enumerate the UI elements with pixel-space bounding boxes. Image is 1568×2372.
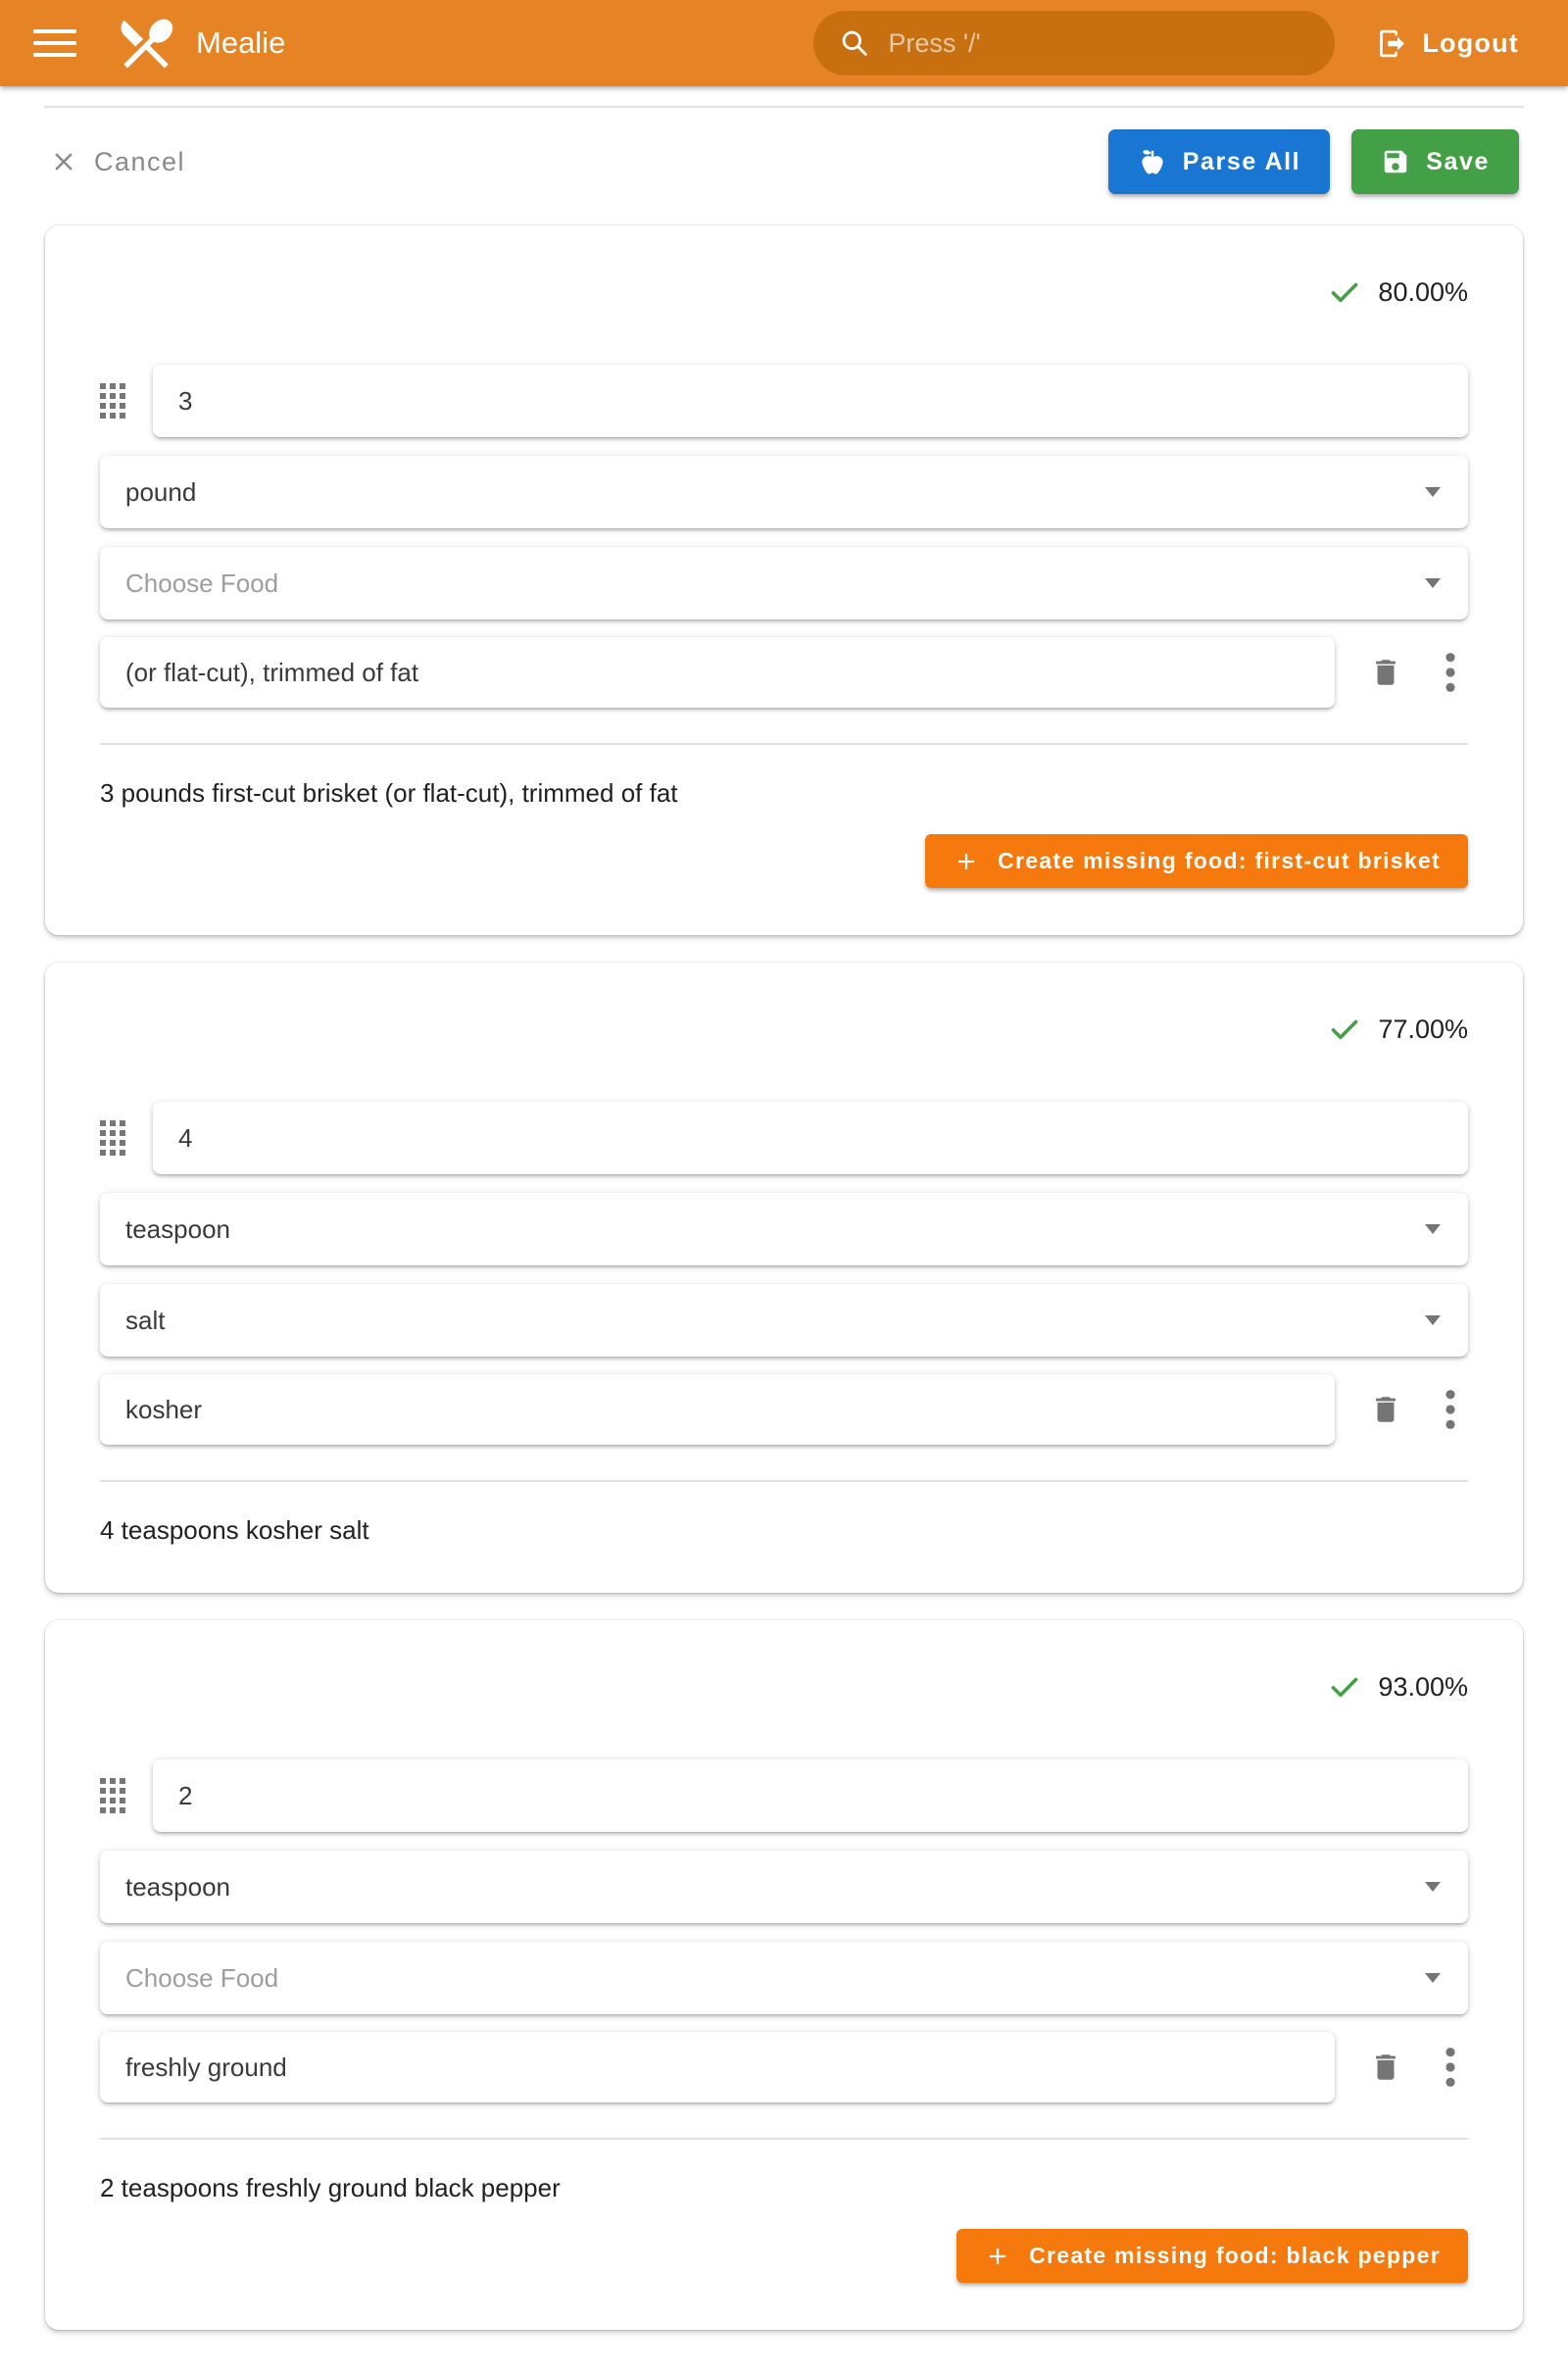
unit-select[interactable] — [100, 456, 1468, 528]
fork-knife-crossed-icon — [110, 7, 182, 79]
search-placeholder: Press '/' — [888, 27, 981, 58]
confidence-row — [100, 274, 1468, 310]
ingredient-card — [45, 963, 1523, 1593]
quantity-field — [153, 365, 1468, 437]
food-select[interactable] — [100, 1942, 1468, 2014]
unit-select-value[interactable] — [100, 477, 1425, 508]
editor-toolbar — [0, 108, 1568, 194]
drag-dots-icon[interactable] — [100, 1120, 127, 1156]
close-x-icon — [49, 147, 78, 176]
save-button[interactable] — [1351, 129, 1519, 194]
note-field — [100, 2032, 1335, 2102]
unit-select[interactable] — [100, 1193, 1468, 1265]
confidence-value: 93.00% — [1378, 1671, 1468, 1702]
original-ingredient-text: 3 pounds first-cut brisket (or flat-cut), trimmed of fat — [100, 778, 678, 808]
unit-select[interactable] — [100, 1851, 1468, 1923]
original-ingredient-text: 2 teaspoons freshly ground black pepper — [100, 2173, 561, 2202]
chevron-down-icon — [1425, 1224, 1441, 1234]
cancel-label: Cancel — [94, 146, 186, 176]
floppy-disk-icon — [1381, 147, 1410, 176]
divider — [100, 2138, 1468, 2140]
more-options-button[interactable] — [1433, 2042, 1468, 2093]
note-input[interactable] — [100, 2052, 1335, 2083]
food-select-value[interactable] — [100, 1963, 1425, 1994]
chevron-down-icon — [1425, 1882, 1441, 1892]
chevron-down-icon — [1425, 1973, 1441, 1983]
note-input[interactable] — [100, 1395, 1335, 1425]
quantity-input[interactable] — [153, 1781, 1468, 1811]
search-input[interactable] — [813, 11, 1335, 75]
create-missing-food-label: Create missing food: first-cut brisket — [998, 848, 1441, 873]
ingredient-card — [45, 225, 1523, 935]
create-missing-food-row — [100, 834, 1468, 888]
trash-icon — [1369, 1393, 1402, 1426]
cancel-button[interactable] — [49, 147, 185, 177]
kebab-dots-icon — [1445, 650, 1456, 695]
confidence-row — [100, 1669, 1468, 1705]
plus-icon — [953, 848, 980, 875]
food-select-value[interactable] — [100, 568, 1425, 599]
ingredient-card-list — [0, 194, 1568, 2330]
app-title: Mealie — [196, 25, 286, 60]
divider — [100, 1480, 1468, 1482]
trash-icon — [1369, 2051, 1402, 2084]
confidence-value: 80.00% — [1378, 276, 1468, 307]
create-missing-food-label: Create missing food: black pepper — [1029, 2243, 1441, 2268]
drag-dots-icon[interactable] — [100, 1778, 127, 1813]
hamburger-icon[interactable] — [27, 16, 82, 71]
confidence-value: 77.00% — [1378, 1013, 1468, 1044]
create-missing-food-row — [100, 2229, 1468, 2283]
chevron-down-icon — [1425, 487, 1441, 497]
delete-ingredient-button[interactable] — [1364, 647, 1407, 698]
ingredient-card — [45, 1620, 1523, 2330]
parse-all-label: Parse All — [1182, 147, 1301, 175]
trash-icon — [1369, 656, 1402, 689]
checkmark-icon — [1327, 1012, 1362, 1047]
unit-select-value[interactable] — [100, 1872, 1425, 1903]
exit-door-icon — [1376, 27, 1408, 60]
divider — [100, 743, 1468, 745]
food-select-value[interactable] — [100, 1306, 1425, 1336]
parse-all-button[interactable] — [1108, 129, 1330, 194]
note-field — [100, 637, 1335, 708]
quantity-input[interactable] — [153, 386, 1468, 417]
quantity-input[interactable] — [153, 1123, 1468, 1154]
save-label: Save — [1426, 147, 1490, 175]
chevron-down-icon — [1425, 1315, 1441, 1325]
kebab-dots-icon — [1445, 1387, 1456, 1432]
note-input[interactable] — [100, 658, 1335, 688]
create-missing-food-button[interactable] — [956, 2229, 1468, 2283]
more-options-button[interactable] — [1433, 647, 1468, 698]
apple-icon — [1138, 147, 1167, 176]
quantity-field — [153, 1759, 1468, 1832]
chevron-down-icon — [1425, 578, 1441, 588]
logout-button[interactable] — [1376, 27, 1519, 60]
delete-ingredient-button[interactable] — [1364, 1384, 1407, 1435]
food-select[interactable] — [100, 1284, 1468, 1357]
unit-select-value[interactable] — [100, 1214, 1425, 1245]
more-options-button[interactable] — [1433, 1384, 1468, 1435]
kebab-dots-icon — [1445, 2045, 1456, 2090]
original-ingredient-text: 4 teaspoons kosher salt — [100, 1515, 369, 1545]
app-bar — [0, 0, 1568, 86]
drag-dots-icon[interactable] — [100, 383, 127, 419]
confidence-row — [100, 1012, 1468, 1047]
plus-icon — [984, 2243, 1011, 2270]
food-select[interactable] — [100, 547, 1468, 619]
create-missing-food-button[interactable] — [925, 834, 1468, 888]
checkmark-icon — [1327, 1669, 1362, 1705]
magnifier-icon — [839, 27, 870, 59]
quantity-field — [153, 1102, 1468, 1174]
checkmark-icon — [1327, 274, 1362, 310]
note-field — [100, 1374, 1335, 1445]
logout-label: Logout — [1422, 27, 1519, 58]
delete-ingredient-button[interactable] — [1364, 2042, 1407, 2093]
